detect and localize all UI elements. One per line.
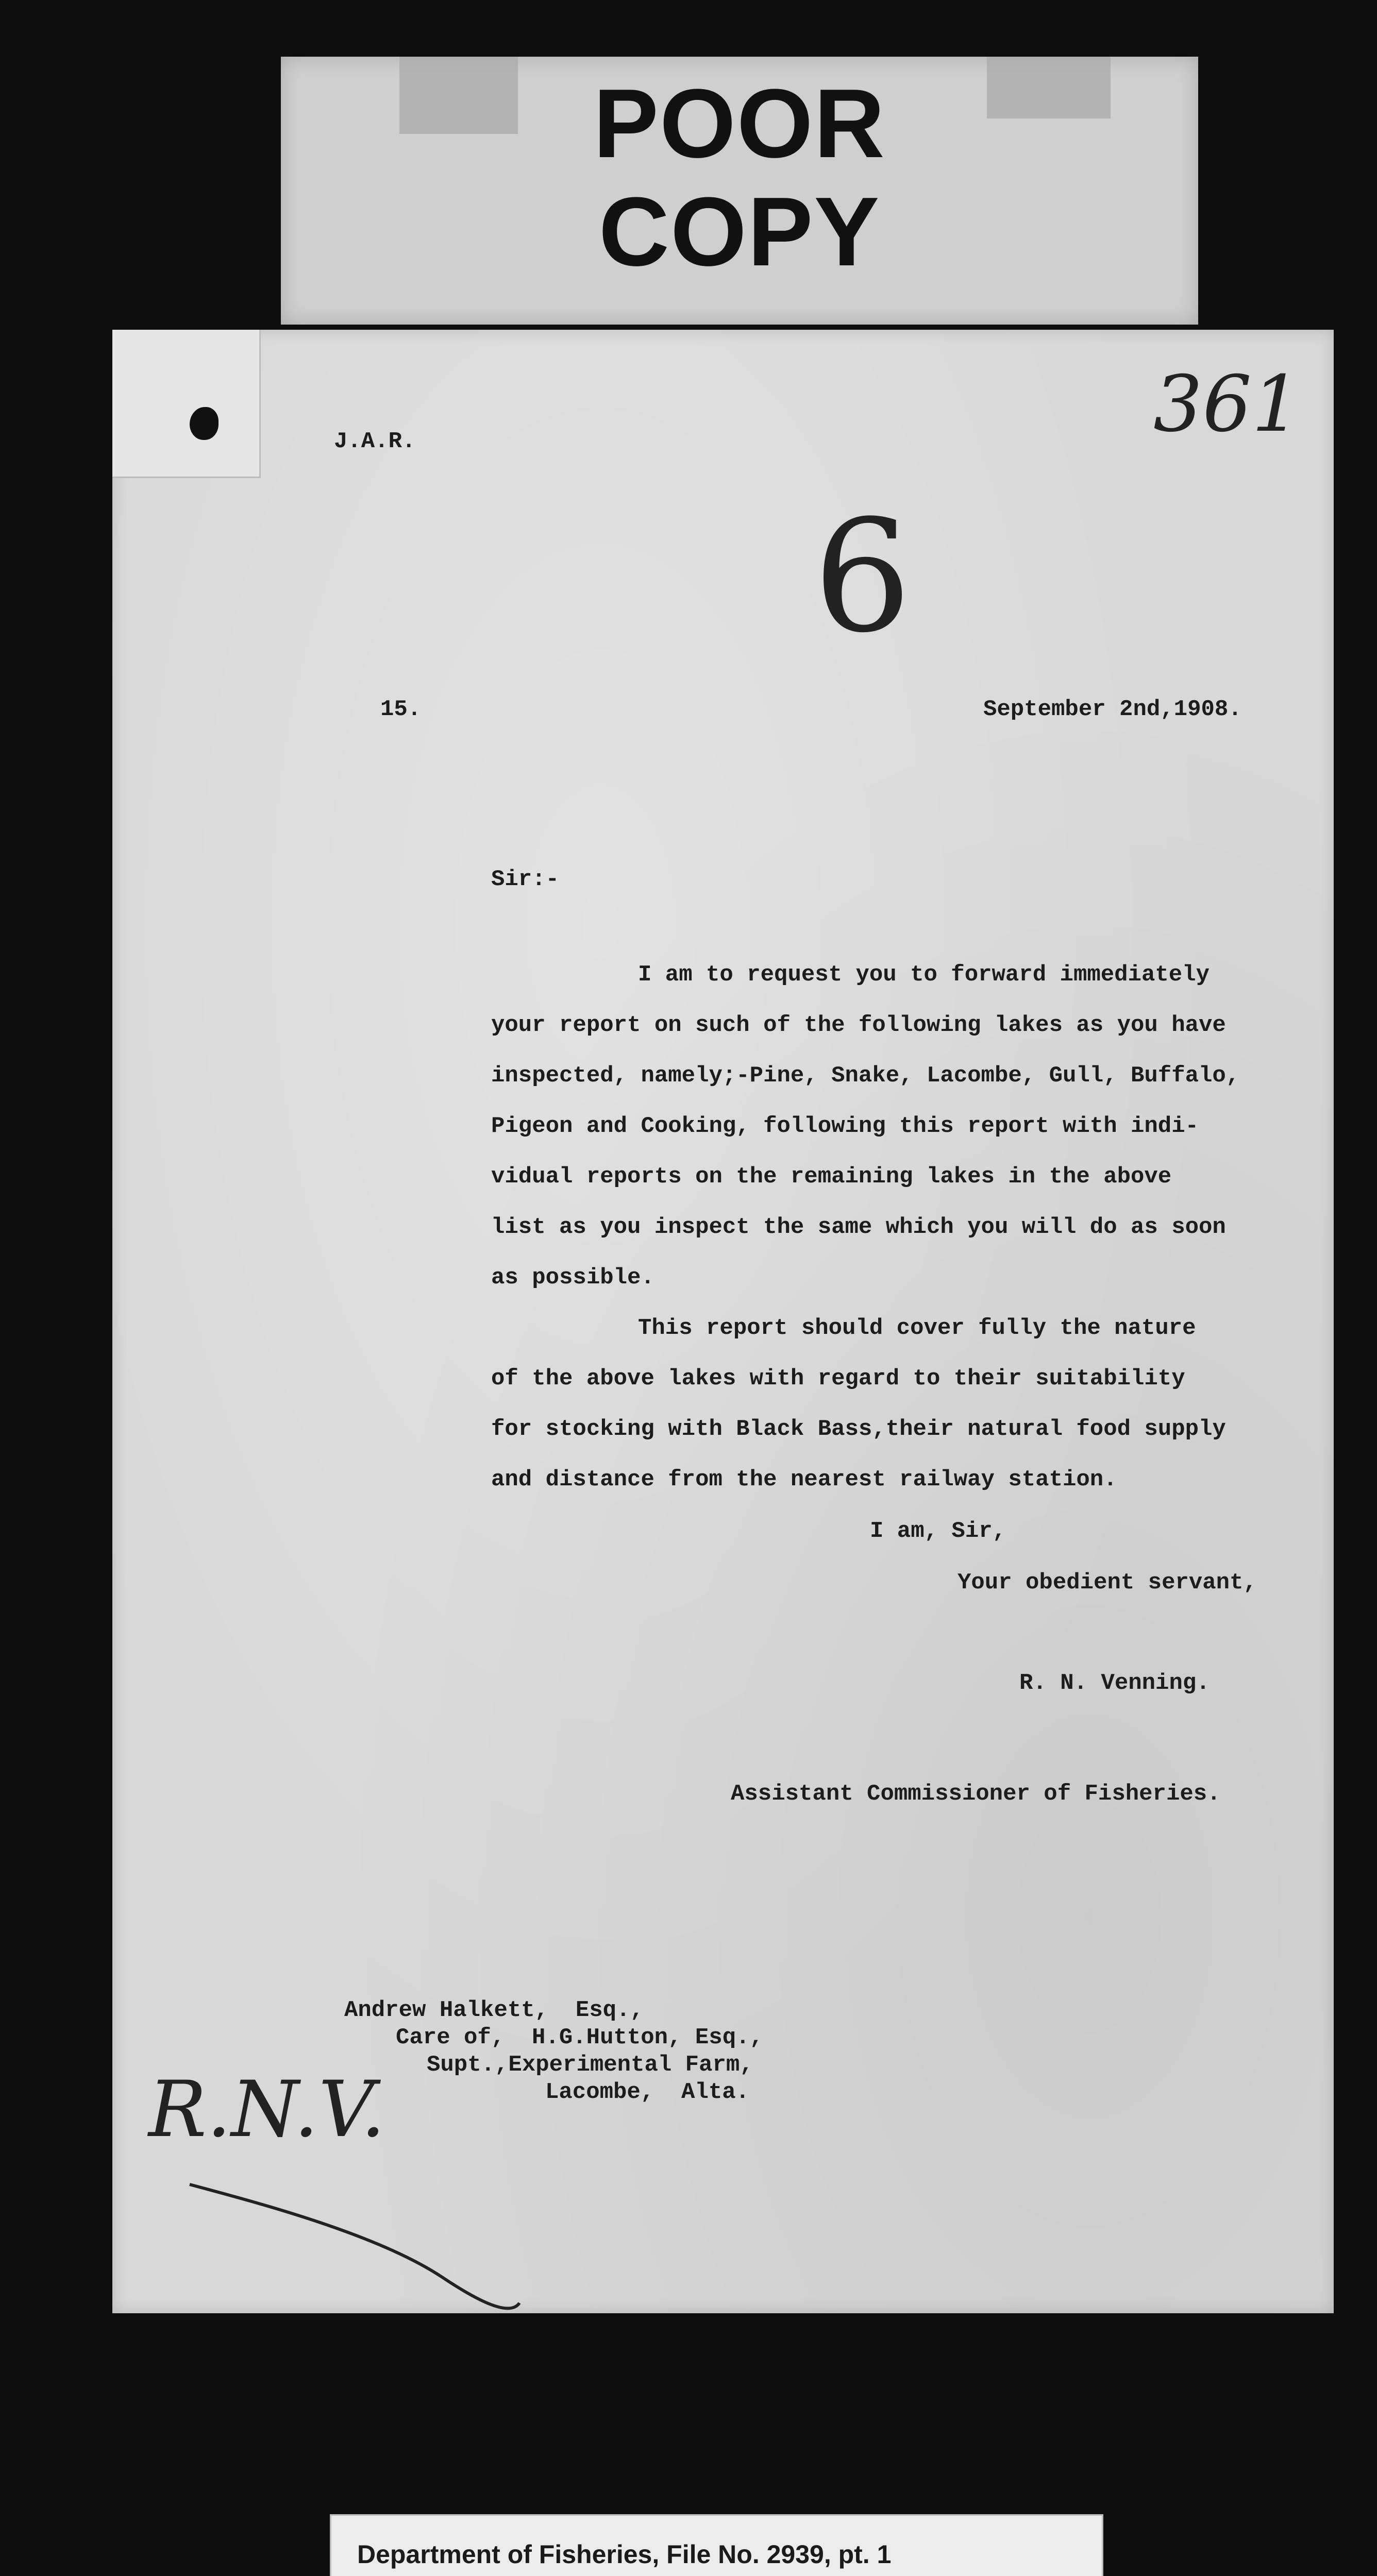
signature-flourish [112, 330, 1334, 2313]
signature-title: Assistant Commissioner of Fisheries. [731, 1781, 1221, 1807]
page-number: 361 [1153, 360, 1301, 449]
address-line: Andrew Halkett, Esq., [344, 1997, 644, 2023]
body-line: vidual reports on the remaining lakes in the above [491, 1164, 1172, 1190]
closing-servant: Your obedient servant, [958, 1570, 1257, 1596]
copy-text: COPY [598, 177, 881, 286]
address-line: Care of, H.G.Hutton, Esq., [396, 2025, 763, 2050]
poor-text: POOR [593, 69, 886, 178]
initials: J.A.R. [334, 429, 416, 454]
signature: R. N. Venning. [1019, 1670, 1210, 1696]
file-reference: Department of Fisheries, File No. 2939, pt. 1 [357, 2540, 892, 2569]
body-line: as possible. [491, 1265, 654, 1291]
body-line: your report on such of the following lakes as you have [491, 1012, 1226, 1038]
letter-number: 15. [380, 697, 422, 722]
handwritten-initials: R.N.V. [148, 2065, 385, 2155]
salutation: Sir:- [491, 867, 560, 892]
body-line: and distance from the nearest railway station. [491, 1467, 1117, 1493]
body-line: for stocking with Black Bass,their natural food supply [491, 1416, 1226, 1442]
body-line: of the above lakes with regard to their suitability [491, 1366, 1185, 1392]
letter-date: September 2nd,1908. [983, 697, 1242, 722]
body-line: Pigeon and Cooking, following this report with indi- [491, 1113, 1199, 1139]
file-reference-strip [330, 2514, 1103, 2576]
address-line: Supt.,Experimental Farm, [427, 2052, 753, 2078]
address-line: Lacombe, Alta. [545, 2079, 750, 2105]
handwritten-mark: 6 [813, 487, 912, 667]
body-line: inspected, namely;-Pine, Snake, Lacombe, Gull, Buffalo, [491, 1063, 1240, 1089]
letter-sheet [112, 330, 1334, 2313]
body-line: list as you inspect the same which you will do as soon [491, 1214, 1226, 1240]
poor-copy-label [281, 57, 1198, 325]
closing: I am, Sir, [870, 1518, 1006, 1544]
body-line: I am to request you to forward immediately [638, 962, 1210, 988]
body-line: This report should cover fully the nature [638, 1315, 1196, 1341]
